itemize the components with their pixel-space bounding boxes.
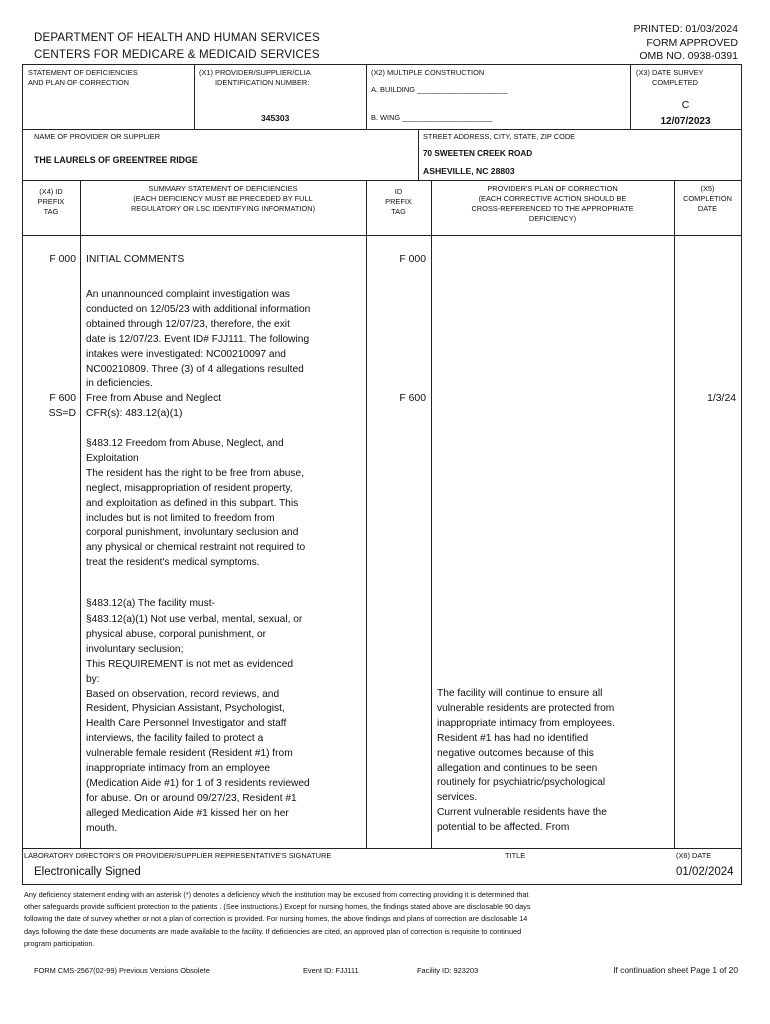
summary-header-1: SUMMARY STATEMENT OF DEFICIENCIES bbox=[148, 184, 298, 193]
statement-label-2: AND PLAN OF CORRECTION bbox=[28, 78, 130, 87]
f000-title: INITIAL COMMENTS bbox=[86, 254, 185, 265]
col-divider bbox=[431, 180, 432, 848]
row-divider bbox=[22, 235, 742, 236]
department-line-2: CENTERS FOR MEDICARE & MEDICAID SERVICES bbox=[34, 49, 320, 61]
form-approved: FORM APPROVED bbox=[646, 37, 738, 49]
department-line-1: DEPARTMENT OF HEALTH AND HUMAN SERVICES bbox=[34, 32, 320, 44]
f600-completion-date: 1/3/24 bbox=[707, 393, 736, 404]
event-id: Event ID: FJJ111 bbox=[303, 966, 359, 975]
provider-id-number: 345303 bbox=[261, 113, 290, 123]
col-divider bbox=[80, 180, 81, 848]
f600-title: Free from Abuse and Neglect bbox=[86, 393, 222, 404]
row-divider bbox=[22, 884, 742, 885]
f000-comments: An unannounced complaint investigation was conducted on 12/05/23 with additional information obtained through 12/07/23, therefore, the exit date is 12/07/23. Event ID# FJJ111. The following intakes were investigated: NC00210097 and NC00210809. Three (3) of 4 allegations resulted in deficiencies. bbox=[86, 289, 311, 390]
signature-label: LABORATORY DIRECTOR'S OR PROVIDER/SUPPLIER REPRESENTATIVE'S SIGNATURE bbox=[24, 851, 332, 860]
box-top-rule bbox=[22, 64, 742, 65]
x6-date-label: (X6) DATE bbox=[676, 851, 712, 860]
col-divider bbox=[366, 180, 367, 848]
x3-label-1: (X3) DATE SURVEY bbox=[636, 68, 704, 77]
facility-id: Facility ID: 923203 bbox=[417, 966, 479, 975]
x5-header-2: COMPLETION bbox=[683, 194, 732, 203]
f600-id-tag: F 600 bbox=[399, 393, 426, 404]
f600-cfr: CFR(s): 483.12(a)(1) bbox=[86, 408, 183, 419]
x5-header-3: DATE bbox=[697, 204, 718, 213]
col-divider bbox=[418, 129, 419, 180]
row-divider bbox=[22, 848, 742, 849]
col-divider bbox=[366, 64, 367, 129]
id-header-3: TAG bbox=[391, 207, 406, 216]
printed-date: PRINTED: 01/03/2024 bbox=[633, 23, 738, 35]
signature-date: 01/02/2024 bbox=[676, 866, 734, 878]
f600-scope-severity: SS=D bbox=[48, 408, 76, 419]
col-divider bbox=[194, 64, 195, 129]
x1-label-1: (X1) PROVIDER/SUPPLIER/CLIA bbox=[199, 68, 311, 77]
x4-header-1: (X4) ID bbox=[39, 187, 63, 196]
title-label: TITLE bbox=[505, 851, 526, 860]
x1-label-2: IDENTIFICATION NUMBER: bbox=[215, 78, 310, 87]
page-indicator: If continuation sheet Page 1 of 20 bbox=[613, 965, 738, 975]
f000-id-tag: F 000 bbox=[399, 254, 426, 265]
box-right-rule bbox=[741, 64, 742, 884]
x3-label-2: COMPLETED bbox=[652, 78, 698, 87]
f600-regulation-text: §483.12 Freedom from Abuse, Neglect, and Exploitation The resident has the right to be free from abuse, neglect, misappropriation of resident property, and exploitation as defined in this subpart. This includes but is not limited to freedom from corporal punishment, involuntary seclusion and any physical or chemical restraint not required to treat the resident's medical symptoms. bbox=[86, 438, 306, 569]
id-header-2: PREFIX bbox=[385, 197, 412, 206]
plan-header-2: (EACH CORRECTIVE ACTION SHOULD BE bbox=[478, 194, 627, 203]
building-label: A. BUILDING ______________________ bbox=[371, 85, 508, 94]
x4-header-3: TAG bbox=[43, 207, 59, 216]
survey-completed-date: 12/07/2023 bbox=[660, 116, 711, 127]
form-number: FORM CMS-2567(02-99) Previous Versions Obsolete bbox=[34, 966, 210, 975]
x4-header-2: PREFIX bbox=[37, 197, 65, 206]
address-label: STREET ADDRESS, CITY, STATE, ZIP CODE bbox=[423, 132, 576, 141]
f600-prefix-tag: F 600 bbox=[49, 393, 76, 404]
provider-name-label: NAME OF PROVIDER OR SUPPLIER bbox=[34, 132, 161, 141]
plan-of-correction-text: The facility will continue to ensure all vulnerable residents are protected from inappropriate intimacy from employees. Resident #1 has had no identified negative outcomes because of this allegation and continues to be seen routinely for psychiatric/psychological services. Current vulnerable residents have the potential to be affected. From bbox=[437, 688, 615, 834]
id-header-1: ID bbox=[394, 187, 403, 196]
row-divider bbox=[22, 129, 742, 130]
row-divider bbox=[22, 180, 742, 181]
summary-header-3: REGULATORY OR LSC IDENTIFYING INFORMATION) bbox=[130, 204, 316, 213]
f600-facility-must: §483.12(a) The facility must- bbox=[86, 598, 215, 609]
omb-number: OMB NO. 0938-0391 bbox=[639, 50, 738, 62]
provider-name: THE LAURELS OF GREENTREE RIDGE bbox=[34, 155, 198, 165]
disclosure-footnote: Any deficiency statement ending with an asterisk (*) denotes a deficiency which the institution may be excused from correcting providing it is determined that other safeguards provide sufficient protection to the patients . (See instructions.) Except for nursing homes, the findings stated above are disclosable 90 days following the date of survey whether or not a plan of correction is provided. For nursing homes, the above findings and plans of correction are disclosable 14 days following the date these documents are made available to the facility. If deficiencies are cited, an approved plan of correction is requisite to continued program participation. bbox=[24, 890, 531, 948]
plan-header-4: DEFICIENCY) bbox=[528, 214, 577, 223]
wing-label: B. WING ______________________ bbox=[371, 113, 493, 122]
statement-label-1: STATEMENT OF DEFICIENCIES bbox=[28, 68, 138, 77]
address-city: ASHEVILLE, NC 28803 bbox=[423, 166, 515, 176]
f600-findings-text: §483.12(a)(1) Not use verbal, mental, sexual, or physical abuse, corporal punishment, or involuntary seclusion; This REQUIREMENT is not met as evidenced by: Based on observation, record reviews, and Resident, Physician Assistant, Psychologist, Health Care Personnel Investigator and staff interviews, the facility failed to protect a vulnerable female resident (Resident #1) from inappropriate intimacy from an employee (Medication Aide #1) for 1 of 3 residents reviewed for abuse. On or around 09/27/23, Resident #1 alleged Medication Aide #1 kissed her on her mouth. bbox=[86, 614, 310, 834]
col-divider bbox=[674, 180, 675, 848]
x5-header-1: (X5) bbox=[700, 184, 715, 193]
summary-header-2: (EACH DEFICIENCY MUST BE PRECEDED BY FULL bbox=[133, 194, 313, 203]
plan-header-3: CROSS-REFERENCED TO THE APPROPRIATE bbox=[471, 204, 634, 213]
x2-label: (X2) MULTIPLE CONSTRUCTION bbox=[371, 68, 485, 77]
f000-prefix-tag: F 000 bbox=[49, 254, 76, 265]
signature-value: Electronically Signed bbox=[34, 866, 141, 878]
survey-type-code: C bbox=[681, 99, 690, 111]
address-street: 70 SWEETEN CREEK ROAD bbox=[423, 149, 533, 158]
plan-header-1: PROVIDER'S PLAN OF CORRECTION bbox=[487, 184, 618, 193]
